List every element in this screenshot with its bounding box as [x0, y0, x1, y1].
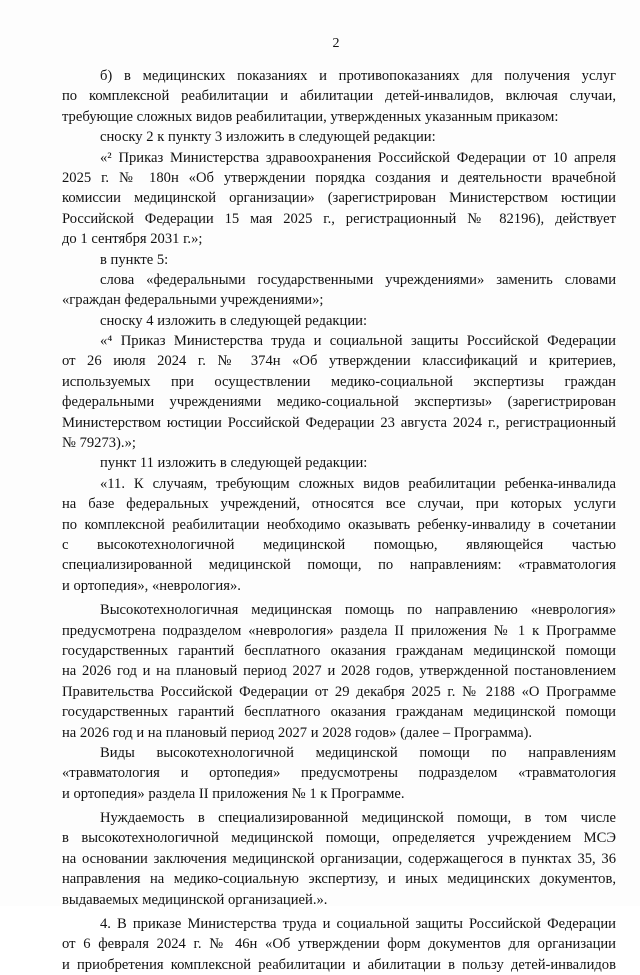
paragraph-item-4	[62, 914, 616, 975]
text-line: по комплексной реабилитации и абилитации детей-инвалидов, включая случаи,	[62, 88, 616, 105]
text-line: «⁴ Приказ Министерства труда и социальной защиты Российской Федерации	[100, 333, 616, 350]
text-line: используемых при осуществлении медико-социальной экспертизы граждан	[62, 373, 616, 390]
paragraph-footnote4-text	[62, 331, 616, 453]
paragraph-neurology	[62, 600, 616, 743]
text-line: Виды высокотехнологичной медицинской помощи по направлениям	[100, 744, 616, 761]
text-line: и приобретения комплексной реабилитации и абилитации в пользу детей-инвалидов	[62, 956, 616, 973]
text-line: специализированной медицинской помощи, по направлениям: «травматология	[62, 557, 616, 574]
text-line: предусмотрена подразделом «неврология» раздела II приложения № 1 к Программе	[62, 622, 616, 639]
document-body	[62, 66, 616, 975]
text-line: направления на медико-социальную экспертизу, и иных медицинских документов,	[62, 871, 616, 888]
paragraph-footnote2-instruction	[62, 127, 616, 147]
text-line: на основании заключения медицинской организации, содержащегося в пунктах 35, 36	[62, 850, 616, 867]
text-line: на 2026 год и на плановый период 2027 и 2028 годов» (далее – Программа).	[62, 724, 533, 741]
text-line: в высокотехнологичной медицинской помощи, определяется учреждением МСЭ	[62, 830, 616, 847]
page-number: 2	[332, 36, 340, 51]
text-line: комиссии медицинской организации» (зарегистрирован Министерством юстиции	[62, 190, 616, 207]
paragraph-point11-text	[62, 474, 616, 596]
text-line: сноску 2 к пункту 3 изложить в следующей редакции:	[100, 129, 436, 146]
text-line: до 1 сентября 2031 г.»;	[62, 231, 203, 248]
paragraph-footnote4-instruction	[62, 311, 616, 331]
text-line: № 79273).»;	[62, 435, 136, 452]
text-line: от 26 июля 2024 г. № 374н «Об утверждении классификаций и критериев,	[62, 353, 616, 370]
text-line: Правительства Российской Федерации от 29 декабря 2025 г. № 2188 «О Программе	[62, 683, 616, 700]
text-line: пункт 11 изложить в следующей редакции:	[100, 455, 368, 472]
paragraph-traumatology	[62, 743, 616, 804]
text-line: требующие сложных видов реабилитации, утвержденных указанным приказом:	[62, 108, 559, 125]
text-line: и ортопедия» раздела II приложения № 1 к Программе.	[62, 785, 405, 802]
text-line: федеральными учреждениями медико-социальной экспертизы» (зарегистрирован	[62, 394, 616, 411]
text-line: Высокотехнологичная медицинская помощь по направлению «неврология»	[100, 602, 616, 619]
text-line: слова «федеральными государственными учреждениями» заменить словами	[100, 271, 616, 288]
text-line: «граждан федеральными учреждениями»;	[62, 292, 324, 309]
paragraph-point5-instruction	[62, 250, 616, 270]
text-line: от 6 февраля 2024 г. № 46н «Об утверждении форм документов для организации	[62, 936, 616, 953]
text-line: «травматология и ортопедия» предусмотрены подразделом «травматология	[62, 765, 616, 782]
text-line: Нуждаемость в специализированной медицинской помощи, в том числе	[100, 810, 616, 827]
text-line: государственных гарантий бесплатного оказания гражданам медицинской помощи	[62, 642, 616, 659]
paragraph-words-replace	[62, 270, 616, 311]
paragraph-need	[62, 808, 616, 910]
paragraph-point11-instruction	[62, 453, 616, 473]
text-line: б) в медицинских показаниях и противопоказаниях для получения услуг	[100, 68, 616, 84]
text-line: 4. В приказе Министерства труда и социальной защиты Российской Федерации	[100, 916, 616, 933]
text-line: в пункте 5:	[100, 251, 169, 268]
text-line: «² Приказ Министерства здравоохранения Российской Федерации от 10 апреля	[100, 149, 616, 166]
text-line: на базе федеральных учреждений, относятся все случаи, при которых услуги	[62, 496, 616, 513]
text-line: государственных гарантий бесплатного оказания гражданам медицинской помощи	[62, 704, 616, 721]
text-line: по комплексной реабилитации необходимо оказывать ребенку-инвалиду в сочетании	[62, 516, 616, 533]
paragraph-footnote2-text	[62, 148, 616, 250]
paragraph-item-b	[62, 66, 616, 127]
text-line: Министерством юстиции Российской Федерации 23 августа 2024 г., регистрационный	[62, 414, 616, 431]
text-line: на 2026 год и на плановый период 2027 и 2028 годов, утвержденной постановлением	[62, 663, 616, 680]
text-line: 2025 г. № 180н «Об утверждении порядка создания и деятельности врачебной	[62, 169, 616, 186]
text-line: «11. К случаям, требующим сложных видов реабилитации ребенка-инвалида	[100, 475, 616, 492]
text-line: Российской Федерации 15 мая 2025 г., регистрационный № 82196), действует	[62, 210, 616, 227]
text-line: с высокотехнологичной медицинской помощью, являющейся частью	[62, 536, 616, 553]
text-line: сноску 4 изложить в следующей редакции:	[100, 312, 368, 329]
text-line: выдаваемых медицинской организацией.».	[62, 891, 328, 908]
text-line: и ортопедия», «неврология».	[62, 577, 241, 594]
